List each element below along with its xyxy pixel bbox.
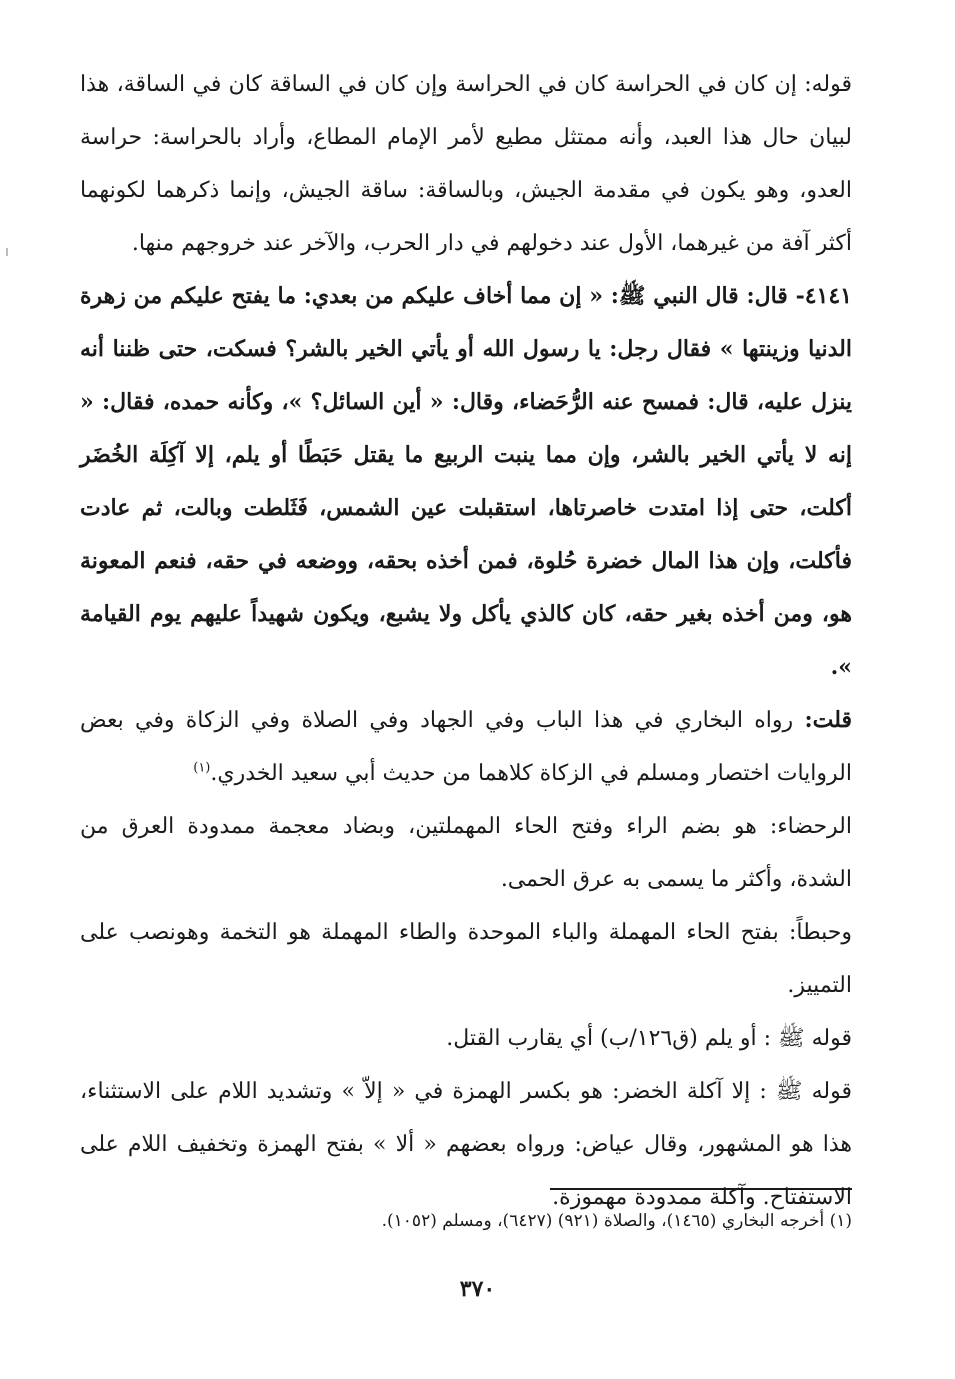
paragraph-text: قوله: إن كان في الحراسة كان في الحراسة وإن كان في الساقة كان في الساقة، هذا لبيان حال هذا العبد، وأنه ممتثل مطيع لأمر الإمام المطاع، وأراد بالحراسة: حراسة العدو، وهو يكون في مقدمة الجيش، وبالساقة: ساقة الجيش، وإنما ذكرهما لكونهما أكثر آفة من غيرهما، الأول عند دخولهم في دار الحرب، والآخر عند خروجهم منها. <box>80 72 852 256</box>
paragraph-commentary-guard <box>80 58 852 270</box>
source-note-label: قلت: <box>804 707 853 733</box>
hadith-number: ٤١٤١- قال: <box>746 283 852 309</box>
paragraph-text: قوله ﷺ : أو يلم (ق١٢٦/ب) أي يقارب القتل. <box>446 1026 852 1051</box>
paragraph-habat-definition <box>80 906 852 1012</box>
footnote-divider <box>550 1188 852 1190</box>
footnote: (١) أخرجه البخاري (١٤٦٥)، والصلاة (٩٢١) (٦٤٢٧)، ومسلم (١٠٥٢). <box>381 1211 852 1231</box>
paragraph-yalim-note <box>80 1012 852 1065</box>
paragraph-rahada-definition <box>80 800 852 906</box>
paragraph-hadith-4141 <box>80 270 852 694</box>
margin-mark <box>6 248 8 256</box>
hadith-text: قال النبي ﷺ: « إن مما أخاف عليكم من بعدي: ما يفتح عليكم من زهرة الدنيا وزينتها » فقال رجل: يا رسول الله أو يأتي الخير بالشر؟ فسكت، حتى ظننا أنه ينزل عليه، قال: فمسح عنه الرُّحَضاء، وقال: « أين السائل؟ »، وكأنه حمده، فقال: « إنه لا يأتي الخير بالشر، وإن مما ينبت الربيع ما يقتل حَبَطًا أو يلم، إلا آكِلَة الخُضَر أكلت، حتى إذا امتدت خاصرتاها، استقبلت عين الشمس، فَثَلطت وبالت، ثم عادت فأكلت، وإن هذا المال خضرة حُلوة، فمن أخذه بحقه، ووضعه في حقه، فنعم المعونة هو، ومن أخذه بغير حقه، كان كالذي يأكل ولا يشبع، ويكون شهيداً عليهم يوم القيامة ». <box>80 283 853 680</box>
paragraph-text: الرحضاء: هو بضم الراء وفتح الحاء المهملتين، وبضاد معجمة ممدودة العرق من الشدة، وأكثر ما يسمى به عرق الحمى. <box>80 814 853 892</box>
footnote-reference: (١) <box>193 760 211 776</box>
paragraph-text: وحبطاً: بفتح الحاء المهملة والباء الموحدة والطاء المهملة هو التخمة وهونصب على التمييز. <box>80 920 852 998</box>
page-body <box>80 58 852 1224</box>
source-note-text: رواه البخاري في هذا الباب وفي الجهاد وفي الصلاة وفي الزكاة وفي بعض الروايات اختصار ومسلم في الزكاة كلاهما من حديث أبي سعيد الخدري. <box>80 708 852 786</box>
paragraph-source-note <box>80 694 852 800</box>
paragraph-akila-note <box>80 1065 852 1224</box>
paragraph-text: قوله ﷺ : إلا آكلة الخضر: هو بكسر الهمزة في « إلاّ » وتشديد اللام على الاستثناء، هذا هو المشهور، وقال عياض: ورواه بعضهم « ألا » بفتح الهمزة وتخفيف اللام على الاستفتاح. وآكلة ممدودة مهموزة. <box>80 1079 852 1210</box>
page-number: ٣٧٠ <box>459 1276 496 1302</box>
